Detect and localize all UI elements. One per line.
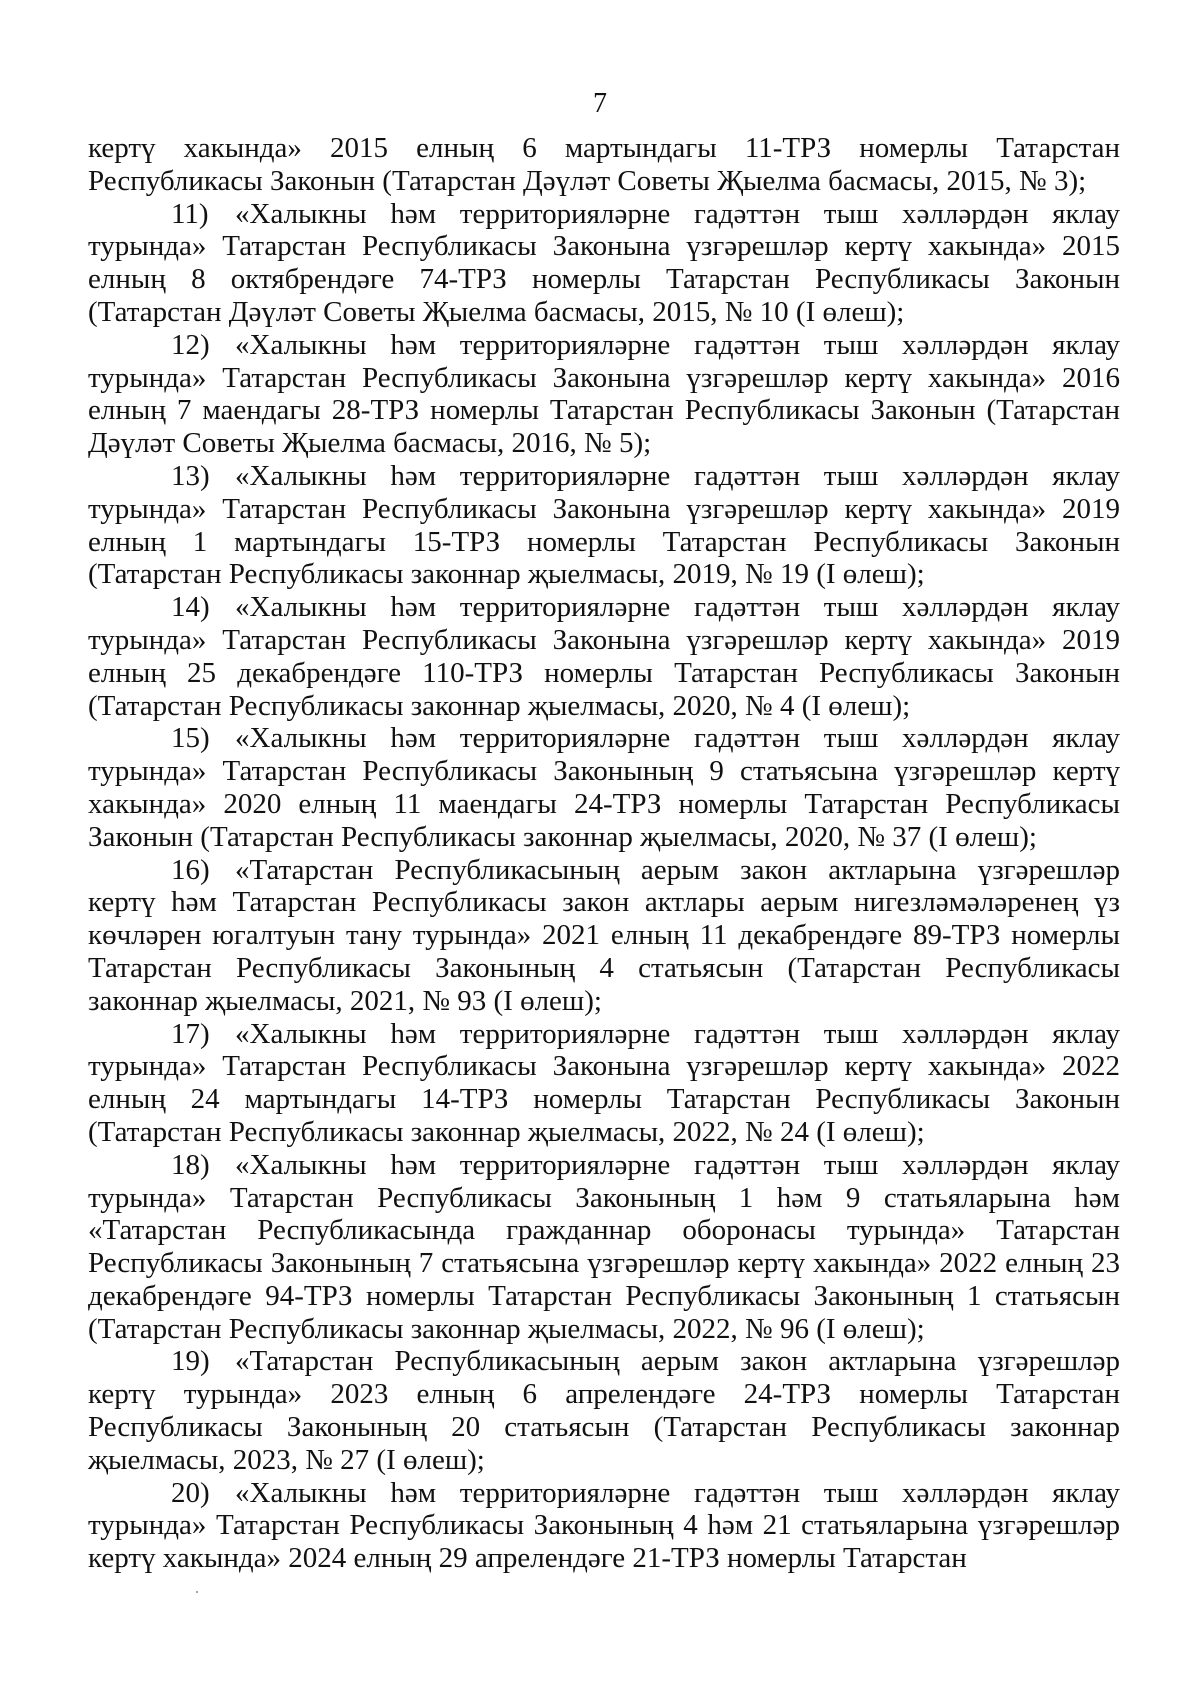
item-text: «Татарстан Республикасының аерым закон актларына үзгәрешләр кертү һәм Татарстан Республикасы закон актлары аерым нигезләмәләренең үз көчләрен югалтуын тану турында» 2021 елның 11 декабрендәге 89-ТРЗ номерлы Татарстан Республикасы Законының 4 статьясын (Татарстан Республикасы законнар җыелмасы, 2021, № 93 (I өлеш); [88, 853, 1120, 1017]
document-body [88, 132, 1120, 1575]
item-number: 12) [171, 328, 210, 361]
item-text: «Халыкны һәм территорияләрне гадәттән тыш хәлләрдән яклау турында» Татарстан Республикасы Законының 4 һәм 21 статьяларына үзгәрешләр кертү хакында» 2024 елның 29 апрелендәге 21-ТРЗ номерлы Татарстан [88, 1476, 1120, 1575]
list-item [88, 1018, 1120, 1149]
item-number: 14) [171, 591, 210, 624]
item-text: «Халыкны һәм территорияләрне гадәттән тыш хәлләрдән яклау турында» Татарстан Республикасы Законына үзгәрешләр кертү хакында» 2022 елның 24 мартындагы 14-ТРЗ номерлы Татарстан Республикасы Законын (Татарстан Республикасы законнар җыелмасы, 2022, № 24 (I өлеш); [88, 1017, 1120, 1148]
page-number: 7 [593, 88, 607, 119]
list-item [88, 1477, 1120, 1575]
continuation-paragraph: кертү хакында» 2015 елның 6 мартындагы 11-ТРЗ номерлы Татарстан Республикасы Законын (Татарстан Дәүләт Советы Җыелма басмасы, 2015, № 3); [88, 132, 1120, 197]
item-number: 19) [171, 1345, 210, 1378]
item-number: 15) [171, 722, 210, 755]
item-number: 20) [171, 1476, 210, 1509]
list-item [88, 329, 1120, 460]
list-item [88, 198, 1120, 329]
list-item [88, 854, 1120, 1018]
item-text: «Халыкны һәм территорияләрне гадәттән тыш хәлләрдән яклау турында» Татарстан Республикасы Законына үзгәрешләр кертү хакында» 2019 елның 1 мартындагы 15-ТРЗ номерлы Татарстан Республикасы Законын (Татарстан Республикасы законнар җыелмасы, 2019, № 19 (I өлеш); [88, 459, 1120, 591]
item-text: «Халыкны һәм территорияләрне гадәттән тыш хәлләрдән яклау турында» Татарстан Республикасы Законының 1 һәм 9 статьяларына һәм «Татарстан Республикасында гражданнар оборонасы турында» Татарстан Республикасы Законының 7 статьясына үзгәрешләр кертү хакында» 2022 елның 23 декабрендәге 94-ТРЗ номерлы Татарстан Республикасы Законының 1 статьясын (Татарстан Республикасы законнар җыелмасы, 2022, № 96 (I өлеш); [88, 1148, 1120, 1345]
item-number: 13) [171, 459, 210, 492]
item-text: «Халыкны һәм территорияләрне гадәттән тыш хәлләрдән яклау турында» Татарстан Республикасы Законына үзгәрешләр кертү хакында» 2016 елның 7 маендагы 28-ТРЗ номерлы Татарстан Республикасы Законын (Татарстан Дәүләт Советы Җыелма басмасы, 2016, № 5); [88, 328, 1120, 460]
scan-speck [196, 1591, 198, 1593]
list-item [88, 1149, 1120, 1346]
list-item [88, 1345, 1120, 1476]
list-item [88, 460, 1120, 591]
item-text: «Татарстан Республикасының аерым закон актларына үзгәрешләр кертү турында» 2023 елның 6 апрелендәге 24-ТРЗ номерлы Татарстан Республикасы Законының 20 статьясын (Татарстан Республикасы законнар җыелмасы, 2023, № 27 (I өлеш); [88, 1345, 1120, 1476]
item-text: «Халыкны һәм территорияләрне гадәттән тыш хәлләрдән яклау турында» Татарстан Республикасы Законының 9 статьясына үзгәрешләр кертү хакында» 2020 елның 11 маендагы 24-ТРЗ номерлы Татарстан Республикасы Законын (Татарстан Республикасы законнар җыелмасы, 2020, № 37 (I өлеш); [88, 722, 1120, 853]
item-number: 16) [171, 853, 210, 886]
item-text: «Халыкны һәм территорияләрне гадәттән тыш хәлләрдән яклау турында» Татарстан Республикасы Законына үзгәрешләр кертү хакында» 2019 елның 25 декабрендәге 110-ТРЗ номерлы Татарстан Республикасы Законын (Татарстан Республикасы законнар җыелмасы, 2020, № 4 (I өлеш); [88, 591, 1120, 722]
item-text: «Халыкны һәм территорияләрне гадәттән тыш хәлләрдән яклау турында» Татарстан Республикасы Законына үзгәрешләр кертү хакында» 2015 елның 8 октябрендәге 74-ТРЗ номерлы Татарстан Республикасы Законын (Татарстан Дәүләт Советы Җыелма басмасы, 2015, № 10 (I өлеш); [88, 197, 1120, 328]
list-item [88, 591, 1120, 722]
item-number: 18) [171, 1148, 210, 1181]
list-item [88, 722, 1120, 853]
item-number: 11) [171, 197, 209, 230]
item-number: 17) [171, 1017, 210, 1050]
